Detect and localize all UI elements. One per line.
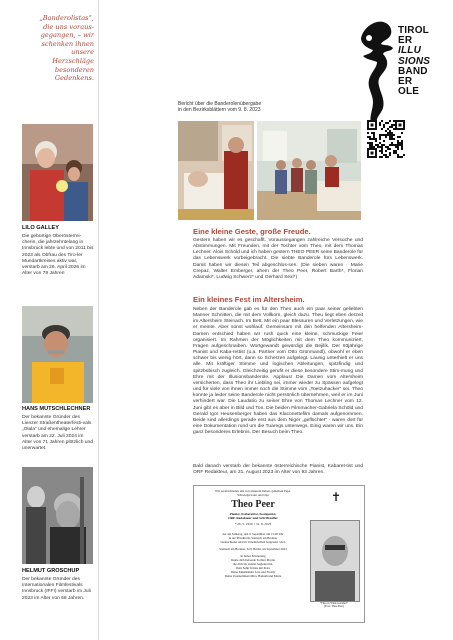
quote-line: die uns voraus- — [43, 22, 94, 31]
quote-line: Herzschläge — [52, 56, 94, 65]
qr-code[interactable] — [367, 120, 405, 158]
obituary-name: Theo Peer — [231, 499, 275, 510]
tiroler-illusionsbanderole-logo — [355, 18, 450, 128]
altersheim-celebration-photo — [257, 121, 361, 220]
person-name: HANS MUTSCHLECHNER — [22, 406, 91, 412]
obituary-line: verabschiedet und im Urnenfriedhof beigesetzt wird. — [220, 540, 286, 544]
obituary-line: Wir verabschieden uns von unserem lieben, geliebten Papa, — [215, 489, 291, 493]
helmut-groschup-photo — [22, 467, 93, 564]
theo-in-bed-photo — [178, 121, 254, 220]
person-description: Die gebürtige Oberösterrei-cherin, die jahrzehntelang in Innsbruck lebte und von 2011 bis 2023 als Obfrau des Tiro-ler Mundartkreises aktiv war, verstarb am 26. April 2026 im Alter von 79 Jahren — [22, 234, 94, 277]
column-divider — [98, 0, 99, 640]
hans-mutschlechner-photo — [22, 306, 93, 403]
obituary-line: In lieber Erinnerung — [240, 554, 266, 558]
obituary-line: Deine Enkelkinder Lara und Freddy — [230, 570, 276, 574]
obituary-intro — [198, 489, 308, 497]
quote-line: „Banderolistas“, — [39, 14, 94, 22]
obituary-line: der am Samstag, den 9. September um 15.00 Uhr — [222, 532, 284, 536]
caption-line: Bericht über die Banderolenübergabe — [178, 101, 262, 107]
obituary-line: Schwiegervater und Opa — [237, 493, 269, 497]
article-heading: Ein kleines Fest im Altersheim. — [193, 295, 305, 304]
logo-line: OLE — [398, 86, 420, 98]
obituary-subtitle — [198, 512, 308, 520]
quote-line: Gedenkens. — [54, 74, 94, 83]
report-caption — [178, 101, 328, 113]
obituary-line: Dein Sohn Tobias mit Petra — [235, 566, 271, 570]
person-description: Der bekannte Gründer des Internationalen Filmfestivals Innsbruck (IFFI) verstarb im Juli 2023 im Alter von 68 Jahren. — [22, 577, 91, 601]
person-name: HELMUT GROSCHUP — [22, 568, 80, 574]
obituary-line: Deine Urenkelinnen Mira, Hannah und Marie — [224, 574, 282, 578]
logo-line: TIROL — [398, 25, 429, 36]
quote-line: unsere — [71, 48, 94, 57]
obituary-line: ORF-Redakteur und Schriftsteller — [228, 516, 278, 521]
logo-figure-icon — [355, 18, 400, 126]
logo-line: ER — [398, 35, 413, 47]
logo-line: ILLU — [398, 45, 422, 57]
article-heading: Eine kleine Geste, große Freude. — [193, 227, 311, 236]
article-paragraph: Gestern haben wir es geschafft. Voraussegangen zahlreiche Versuche und Abstimmungen. Mit Freunden, mit der Tochter vom Theo, mit dem Thomas Lechner. Alois Schöld und ich haben gestern THEO PEER seine Banderole für das Lebenswerk vorbeigebracht. Die siebte Banderole fürs Lebenswerk. Damit haben wir diesen Teil abgeschlos-sen. (Die sieben waren · Marie Crepaz, Walter Emberger, ahem der Theo Peer, Robert Barth*, Florian Adamski*, Ludwig Schwerz* und Gerhard Sexl*) — [193, 238, 363, 280]
obituary-body — [198, 532, 308, 578]
obituary-line: Steinach am Brenner, Zell, Berlin, im September 2023 — [219, 547, 287, 551]
article-paragraph: Neben der Banderole gab es für den Theo auch ein paar seiner geliebten Manner Schnitten, die mit dem Vollkorn, gleich dazu. Theu liegt eben derzeit im Altersheim Steinach. Im Bett. Mit ein paar Blessuren und Verletzungen, wie er meinte. Aber sonst wohlauf. Gemeinsam mit den helfenden Altersheim-Damen entschied haben wir rush quick eine kleine, schmuckige Feier organisiert. Im Rahmen der Möglichkeiten mit dem Theo kommuniziert, Fragen aufgeschnaiben. Wortgewandt gewürdigt die Bejilik. Der 93jährige Pianist und Kaba-rettist (u.a. Partner vom Otto Grünmandl), obwohl er eben schwer bis wenig hört, dann so Scherzen aufgelegt. Launig unterhielt er uns alle. Mit kräftiger Stimme und logischen Ableitungen, spitzfindig und spitzbübisch zugleich. Gleichzeitig gerufit er diese besondere Stim-mung und Ehre mit der Illusionsbanderole. Applaus! Die Damen vom Altersheim versicherten, dass Theo ihr Liebling sei, immer wieder zu Spässen aufgelegt und für viele von ihnen immer noch die Stimme vom „Toetzuhacker“ sei. Theo konnte ja leider seine Banderole nicht persönlich übernehmen, weil er im Juni verhindert war. Die Laudatio zu seiner Ehre von Thomas Lechner vom 12. Juni gibt es aber in Bild und Ton. Die beiden Filmmacher-Gabriela Schöld und Gerald Igor Heusenberger haben das Klaconettefilm damals aufgenommen. Beide sind allerdings gerade erst aus dem Niger „geflüchtet“ · waren dort für eine Dokumentation rund um die Tuaregs unterwegs. Einig waren wir uns. Ein ganz besonderes Erlebnis. Der Besuch beim Theo. — [193, 307, 363, 436]
obituary-dates: * 26. 5. 1930 † 31. 8. 2023 — [234, 522, 272, 526]
obituary-line: in der Pfarrkirche Steinach am Brenner — [228, 536, 278, 540]
article-paragraph: Bald danach verstarb der bekannte österreichische Pianist, Kabaret-tist und ORF Redakteur, am 31. August 2023 im Alter von 93 Jahren. — [193, 464, 363, 476]
obituary-line: Pianist, Kabarettist, Komponist, — [229, 512, 277, 516]
quote-line: besonderen — [54, 65, 94, 74]
qr-code-icon — [367, 120, 405, 158]
memorial-quote — [6, 14, 94, 83]
lilo-galley-photo — [22, 124, 93, 221]
logo-line: ER — [398, 76, 413, 88]
portrait-caption — [310, 602, 358, 609]
person-name: LILO GALLEY — [22, 225, 59, 231]
person-description: Der bekannte Gründer des Lienzer Straßentheaterfesti-vals „Olala“ und ehemalige Lehrer verstarb am 22. Juli 2024 im Alter von 71 Jahren plötzlich und unerwartet. — [22, 415, 93, 452]
obituary-notice — [193, 485, 365, 623]
obituary-line: Deine dich liebende Tochter Marita — [231, 558, 275, 562]
quote-line: gegangen, – wir — [40, 31, 94, 40]
quote-line: schenken ihnen — [41, 39, 94, 48]
cross-icon: ✝ — [330, 490, 342, 504]
obituary-line: (Foto: Theo Peer) — [324, 605, 344, 609]
logo-line: SIONS — [398, 55, 431, 67]
theo-peer-portrait — [310, 520, 360, 602]
obituary-line: die dich bis zuletzt begleitet hat, — [232, 562, 274, 566]
caption-line: in den Bezirksblättern vom 9. 8. 2023 — [178, 107, 261, 114]
obituary-line: "Theo in Wien-Gersthof" — [319, 602, 349, 605]
logo-line: BAND — [398, 65, 428, 77]
logo-wordmark — [398, 26, 430, 97]
